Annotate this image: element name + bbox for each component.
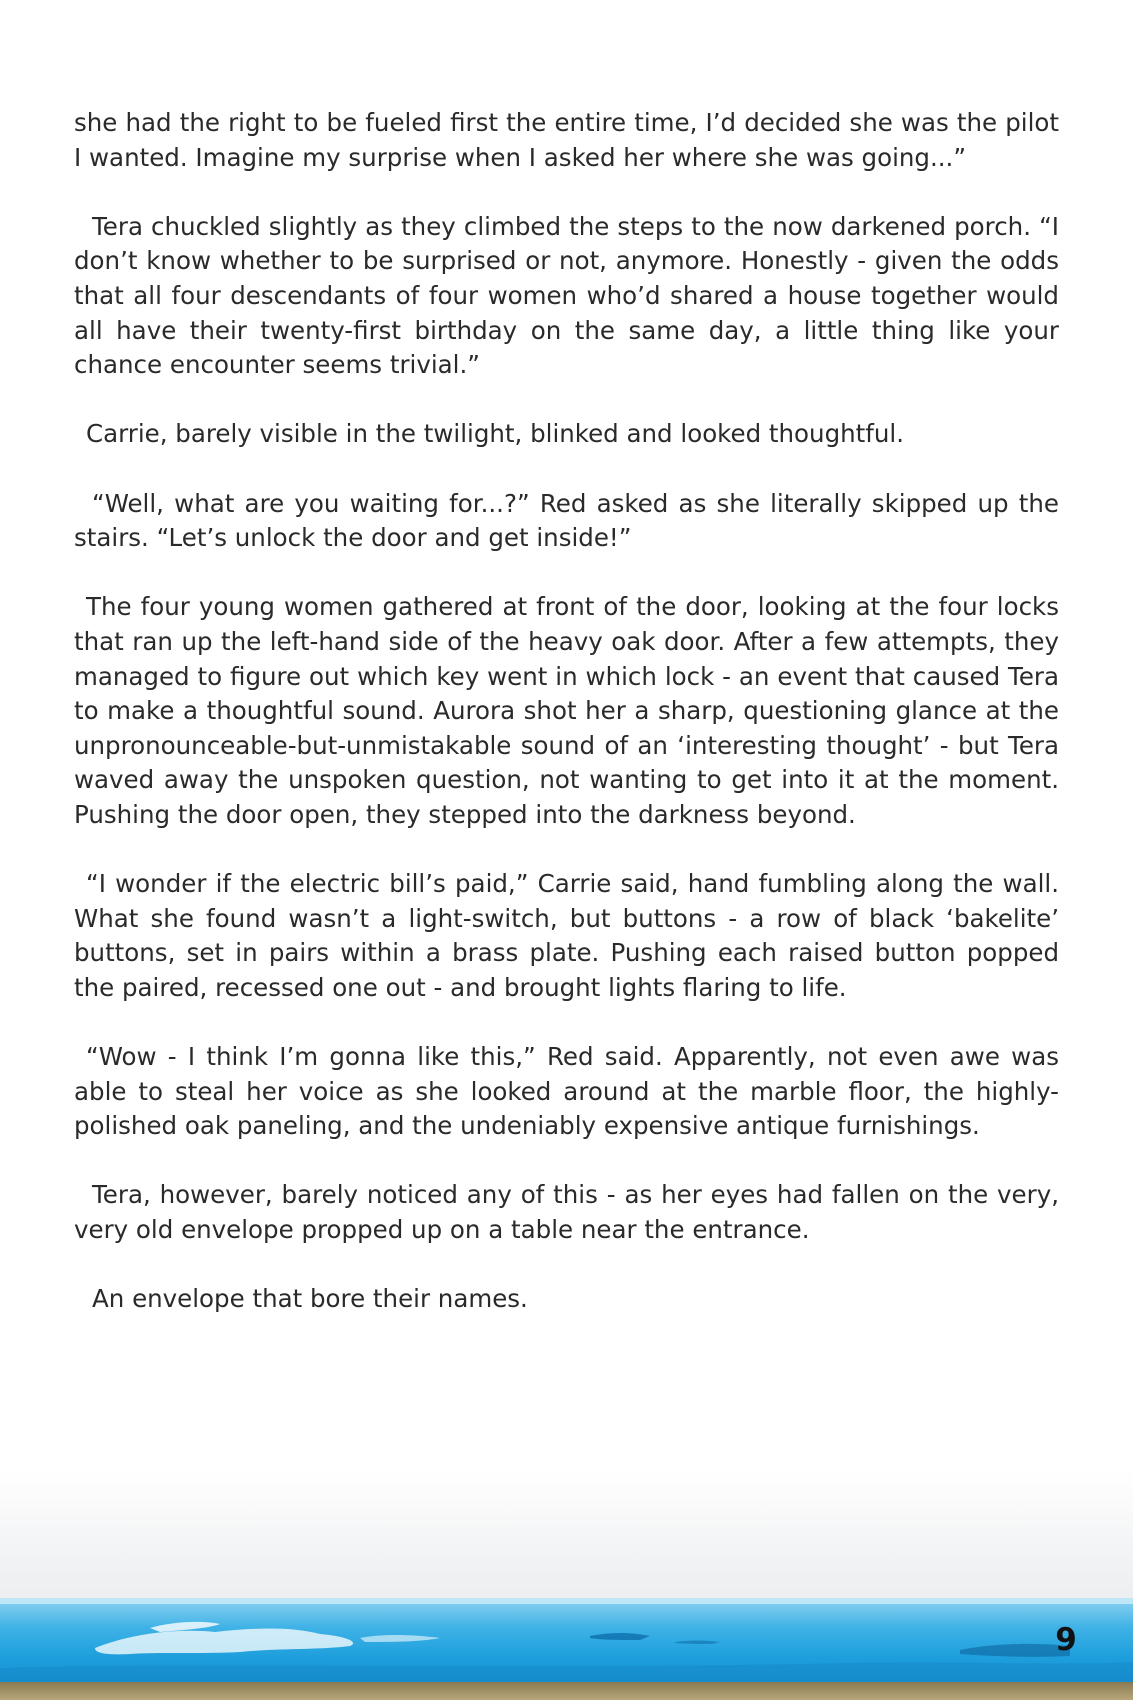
paragraph: Tera chuckled slightly as they climbed the steps to the now darkened porch. “I don’t know whether to be surprised or not, anymore. Honestly - given the odds that all four descendants of four women who’d shared a house together would all have their twenty-first birthday on the same day, a little thing like your chance encounter seems trivial.” [74,211,1059,380]
paragraph: she had the right to be fueled first the entire time, I’d decided she was the pilot I wanted. Imagine my surprise when I asked her where she was going...” [74,108,1059,172]
body-text [74,106,1059,1317]
paragraph: The four young women gathered at front of the door, looking at the four locks that ran up the left-hand side of the heavy oak door. After a few attempts, they managed to figure out which key went in which lock - an event that caused Tera to make a thoughtful sound. Aurora shot her a sharp, questioning glance at the unpronounceable-but-unmistakable sound of an ‘interesting thought’ - but Tera waved away the unspoken question, not wanting to get into it at the moment. Pushing the door open, they stepped into the darkness beyond. [74,592,1059,829]
paragraph: “Wow - I think I’m gonna like this,” Red said. Apparently, not even awe was able to steal her voice as she looked around at the marble floor, the highly-polished oak paneling, and the undeniably expensive antique furnishings. [74,1042,1059,1141]
page-footer [0,1470,1133,1700]
page-number: 9 [1055,1622,1077,1658]
footer-fade [0,1470,1133,1600]
paragraph: An envelope that bore their names. [92,1284,528,1314]
paragraph: “Well, what are you waiting for...?” Red asked as she literally skipped up the stairs. “Let’s unlock the door and get inside!” [74,488,1059,553]
paragraph: Carrie, barely visible in the twilight, blinked and looked thoughtful. [86,419,904,449]
paragraph: Tera, however, barely noticed any of this - as her eyes had fallen on the very, very old envelope propped up on a table near the entrance. [74,1180,1059,1244]
footer-edge [0,1682,1133,1700]
water-splash-decoration [0,1598,1133,1682]
paragraph: “I wonder if the electric bill’s paid,” Carrie said, hand fumbling along the wall. What she found wasn’t a light-switch, but buttons - a row of black ‘bakelite’ buttons, set in pairs within a brass plate. Pushing each raised button popped the paired, recessed one out - and brought lights flaring to life. [74,869,1059,1002]
